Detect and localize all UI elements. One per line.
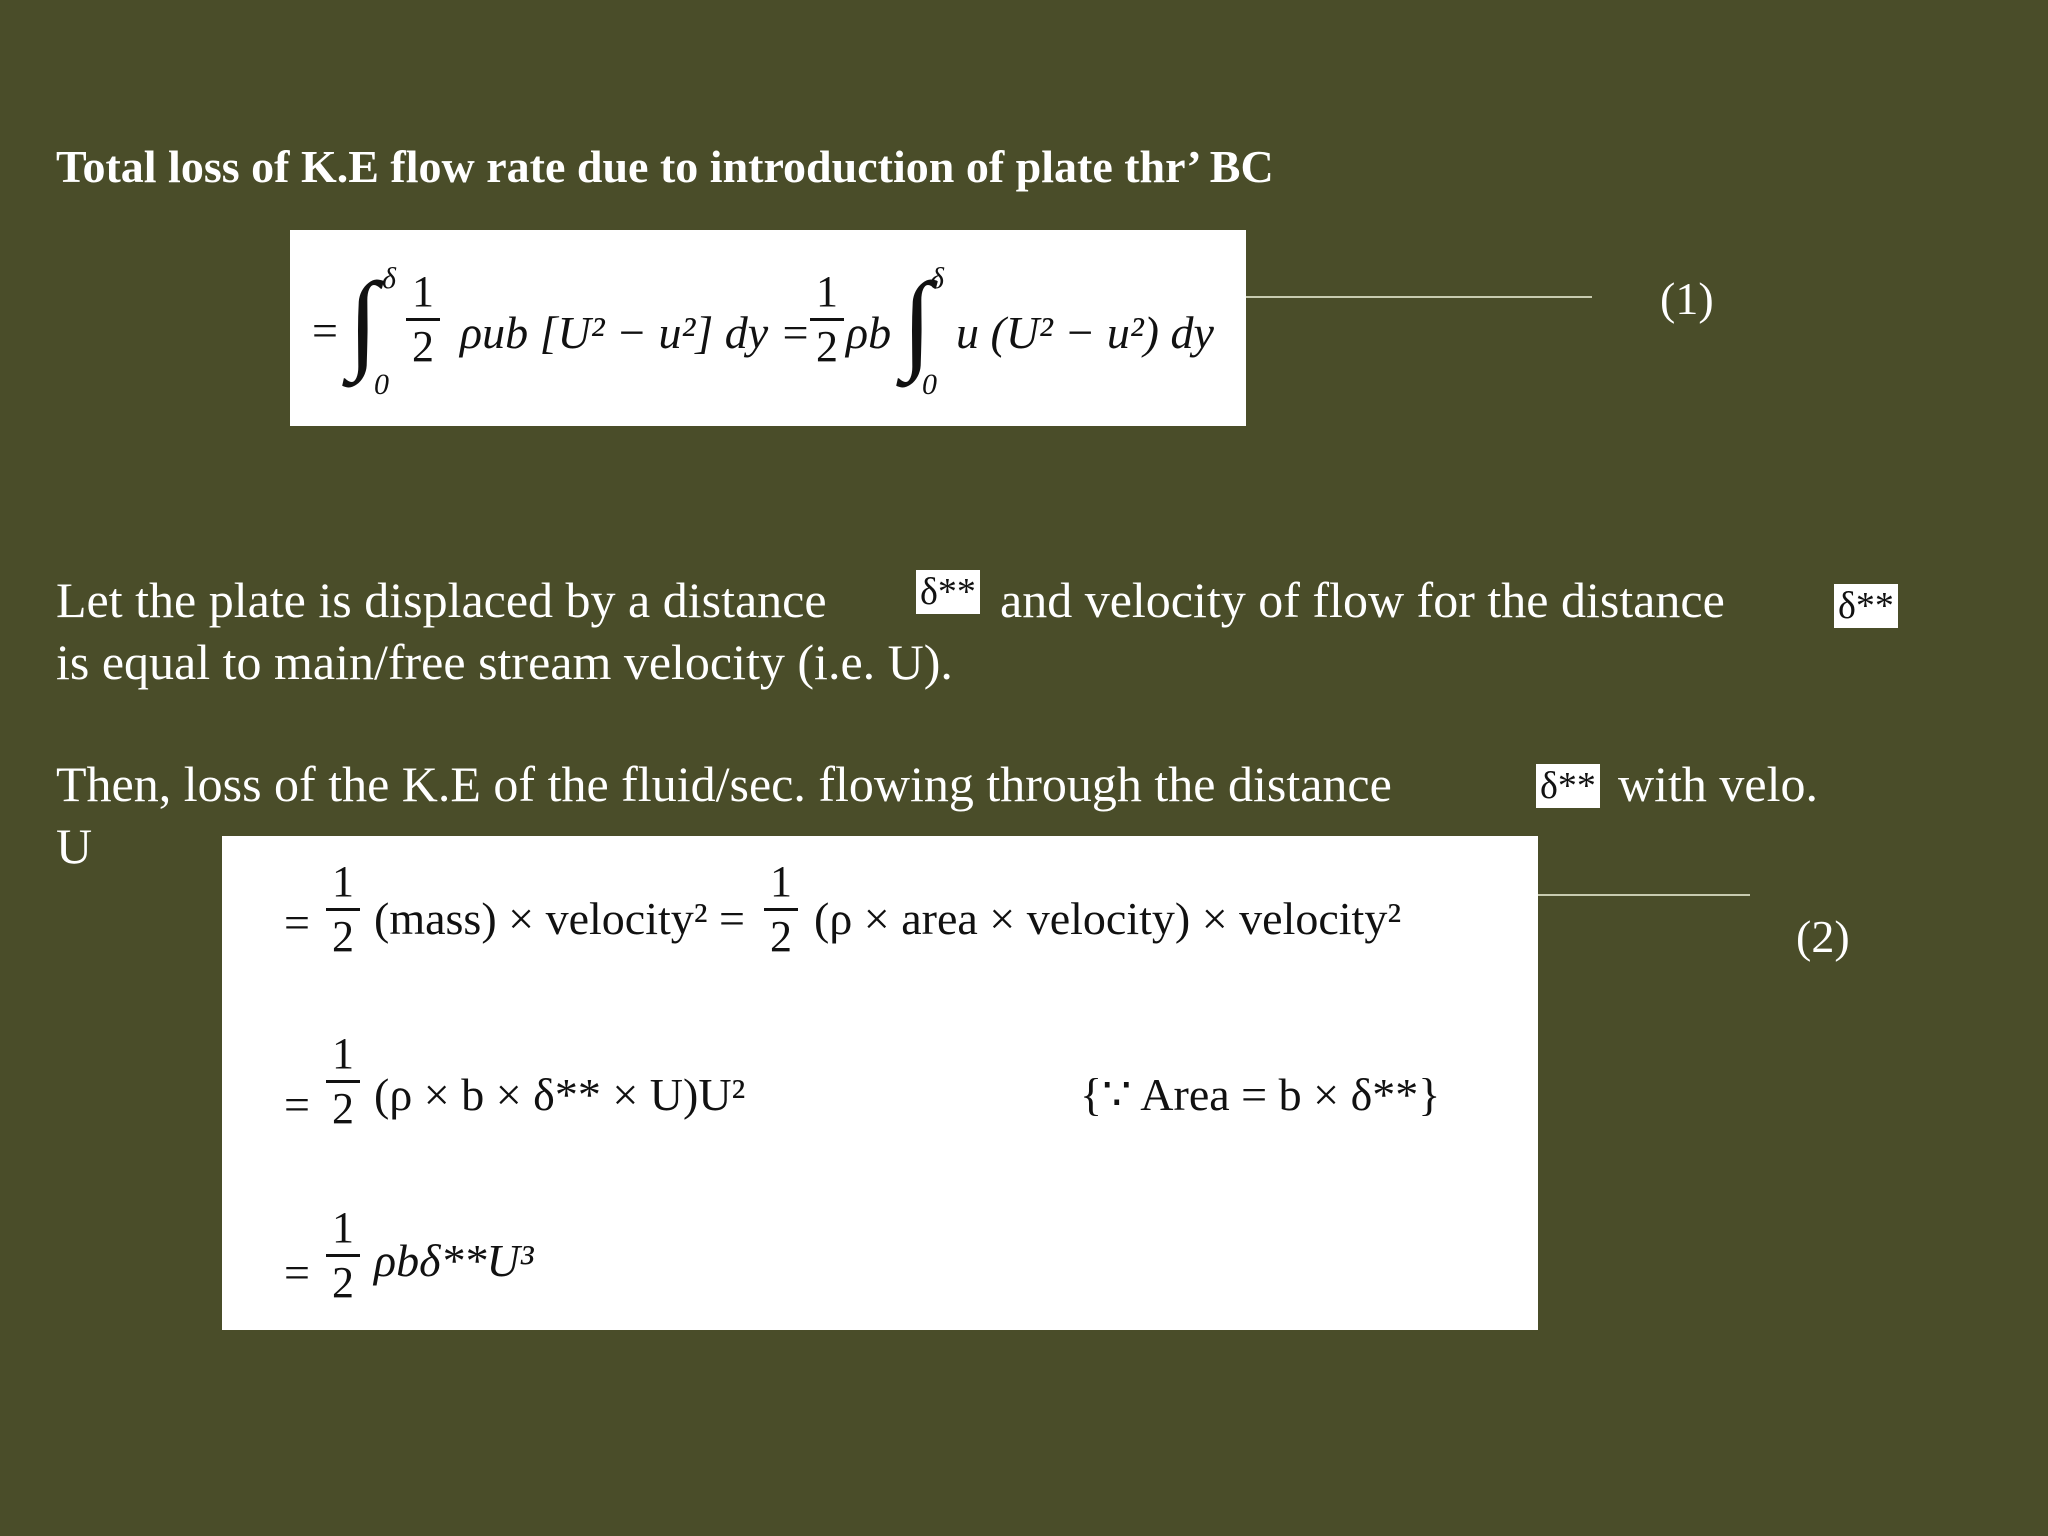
eq2-row1-half-2 [764,857,798,961]
eq2-row1-half-1-bar [326,908,360,911]
eq2-row1-equals: = [284,897,310,948]
eq2-row2-half-num: 1 [332,1029,354,1078]
eq1-rho-b [846,307,892,358]
eq2-row2-a: (ρ × b × δ** × U)U² [374,1069,746,1120]
para2-line1-a: Then, loss of the K.E of the fluid/sec. flowing through the distance [56,756,1392,812]
eq2-row1-half-1-den: 2 [332,912,354,961]
eq2-row3-a-text: ρbδ**U³ [374,1235,534,1286]
eq1-term-a-text: ρub [U² − u²] dy = [460,307,811,358]
eq2-row2-note: {∵ Area = b × δ**} [1080,1069,1441,1120]
equation-1-box [290,230,1246,426]
eq2-row1-b: (ρ × area × velocity) × velocity² [814,893,1402,944]
delta-star-chip-1: δ** [916,570,980,614]
eq1-upper-limit-1: δ [382,262,396,295]
eq2-row1-half-1 [326,857,360,961]
eq1-lower-limit-2: 0 [922,368,937,401]
eq2-row1-half-2-num: 1 [770,857,792,906]
eq1-half-1-bar [406,318,440,321]
eq1-equals: = [312,305,338,356]
para2-line2: U [56,818,93,874]
eq1-term-b-text: u (U² − u²) dy [956,307,1214,358]
eq2-number: (2) [1796,911,1850,962]
delta-star-chip-3: δ** [1536,764,1600,808]
eq2-row1-half-2-bar [764,908,798,911]
slide-heading: Total loss of K.E flow rate due to introduction of plate thr’ BC [56,141,1274,192]
eq2-row3-half-den: 2 [332,1258,354,1307]
eq1-integral-2: ∫ [902,260,933,382]
eq1-term-b [956,307,1214,358]
eq2-row3-half-bar [326,1254,360,1257]
eq2-leader-line [1538,894,1750,896]
eq1-term-a [460,307,811,358]
eq1-lower-limit-1: 0 [374,368,389,401]
eq2-row2-half-den: 2 [332,1084,354,1133]
eq2-row3-a [374,1235,534,1286]
para1-line1-b: and velocity of flow for the distance [1000,572,1725,628]
equation-2-box [222,836,1538,1330]
eq2-row1-a: (mass) × velocity² = [374,893,745,944]
eq2-row1-half-1-num: 1 [332,857,354,906]
eq1-half-1-den: 2 [412,322,434,371]
eq1-half-2-num: 1 [816,267,838,316]
eq2-row1-half-2-den: 2 [770,912,792,961]
para2-line1-b: with velo. [1618,756,1818,812]
eq1-leader-line [1246,296,1592,298]
delta-star-chip-2: δ** [1834,584,1898,628]
eq2-row2-equals: = [284,1079,310,1130]
para1-line1-a: Let the plate is displaced by a distance [56,572,827,628]
eq1-integral-1: ∫ [348,260,379,382]
eq1-number: (1) [1660,273,1714,324]
eq2-row3-half [326,1203,360,1307]
para1-line2: is equal to main/free stream velocity (i.e. U). [56,634,953,690]
eq1-rho-b-text: ρb [846,307,892,358]
eq1-half-1-num: 1 [412,267,434,316]
eq1-half-2 [810,267,844,371]
eq2-row2-half [326,1029,360,1133]
eq2-row2-half-bar [326,1080,360,1083]
eq2-row3-equals: = [284,1247,310,1298]
eq2-row3-half-num: 1 [332,1203,354,1252]
eq1-half-1 [406,267,440,371]
eq1-upper-limit-2: δ [930,262,944,295]
eq1-half-2-bar [810,318,844,321]
eq1-half-2-den: 2 [816,322,838,371]
